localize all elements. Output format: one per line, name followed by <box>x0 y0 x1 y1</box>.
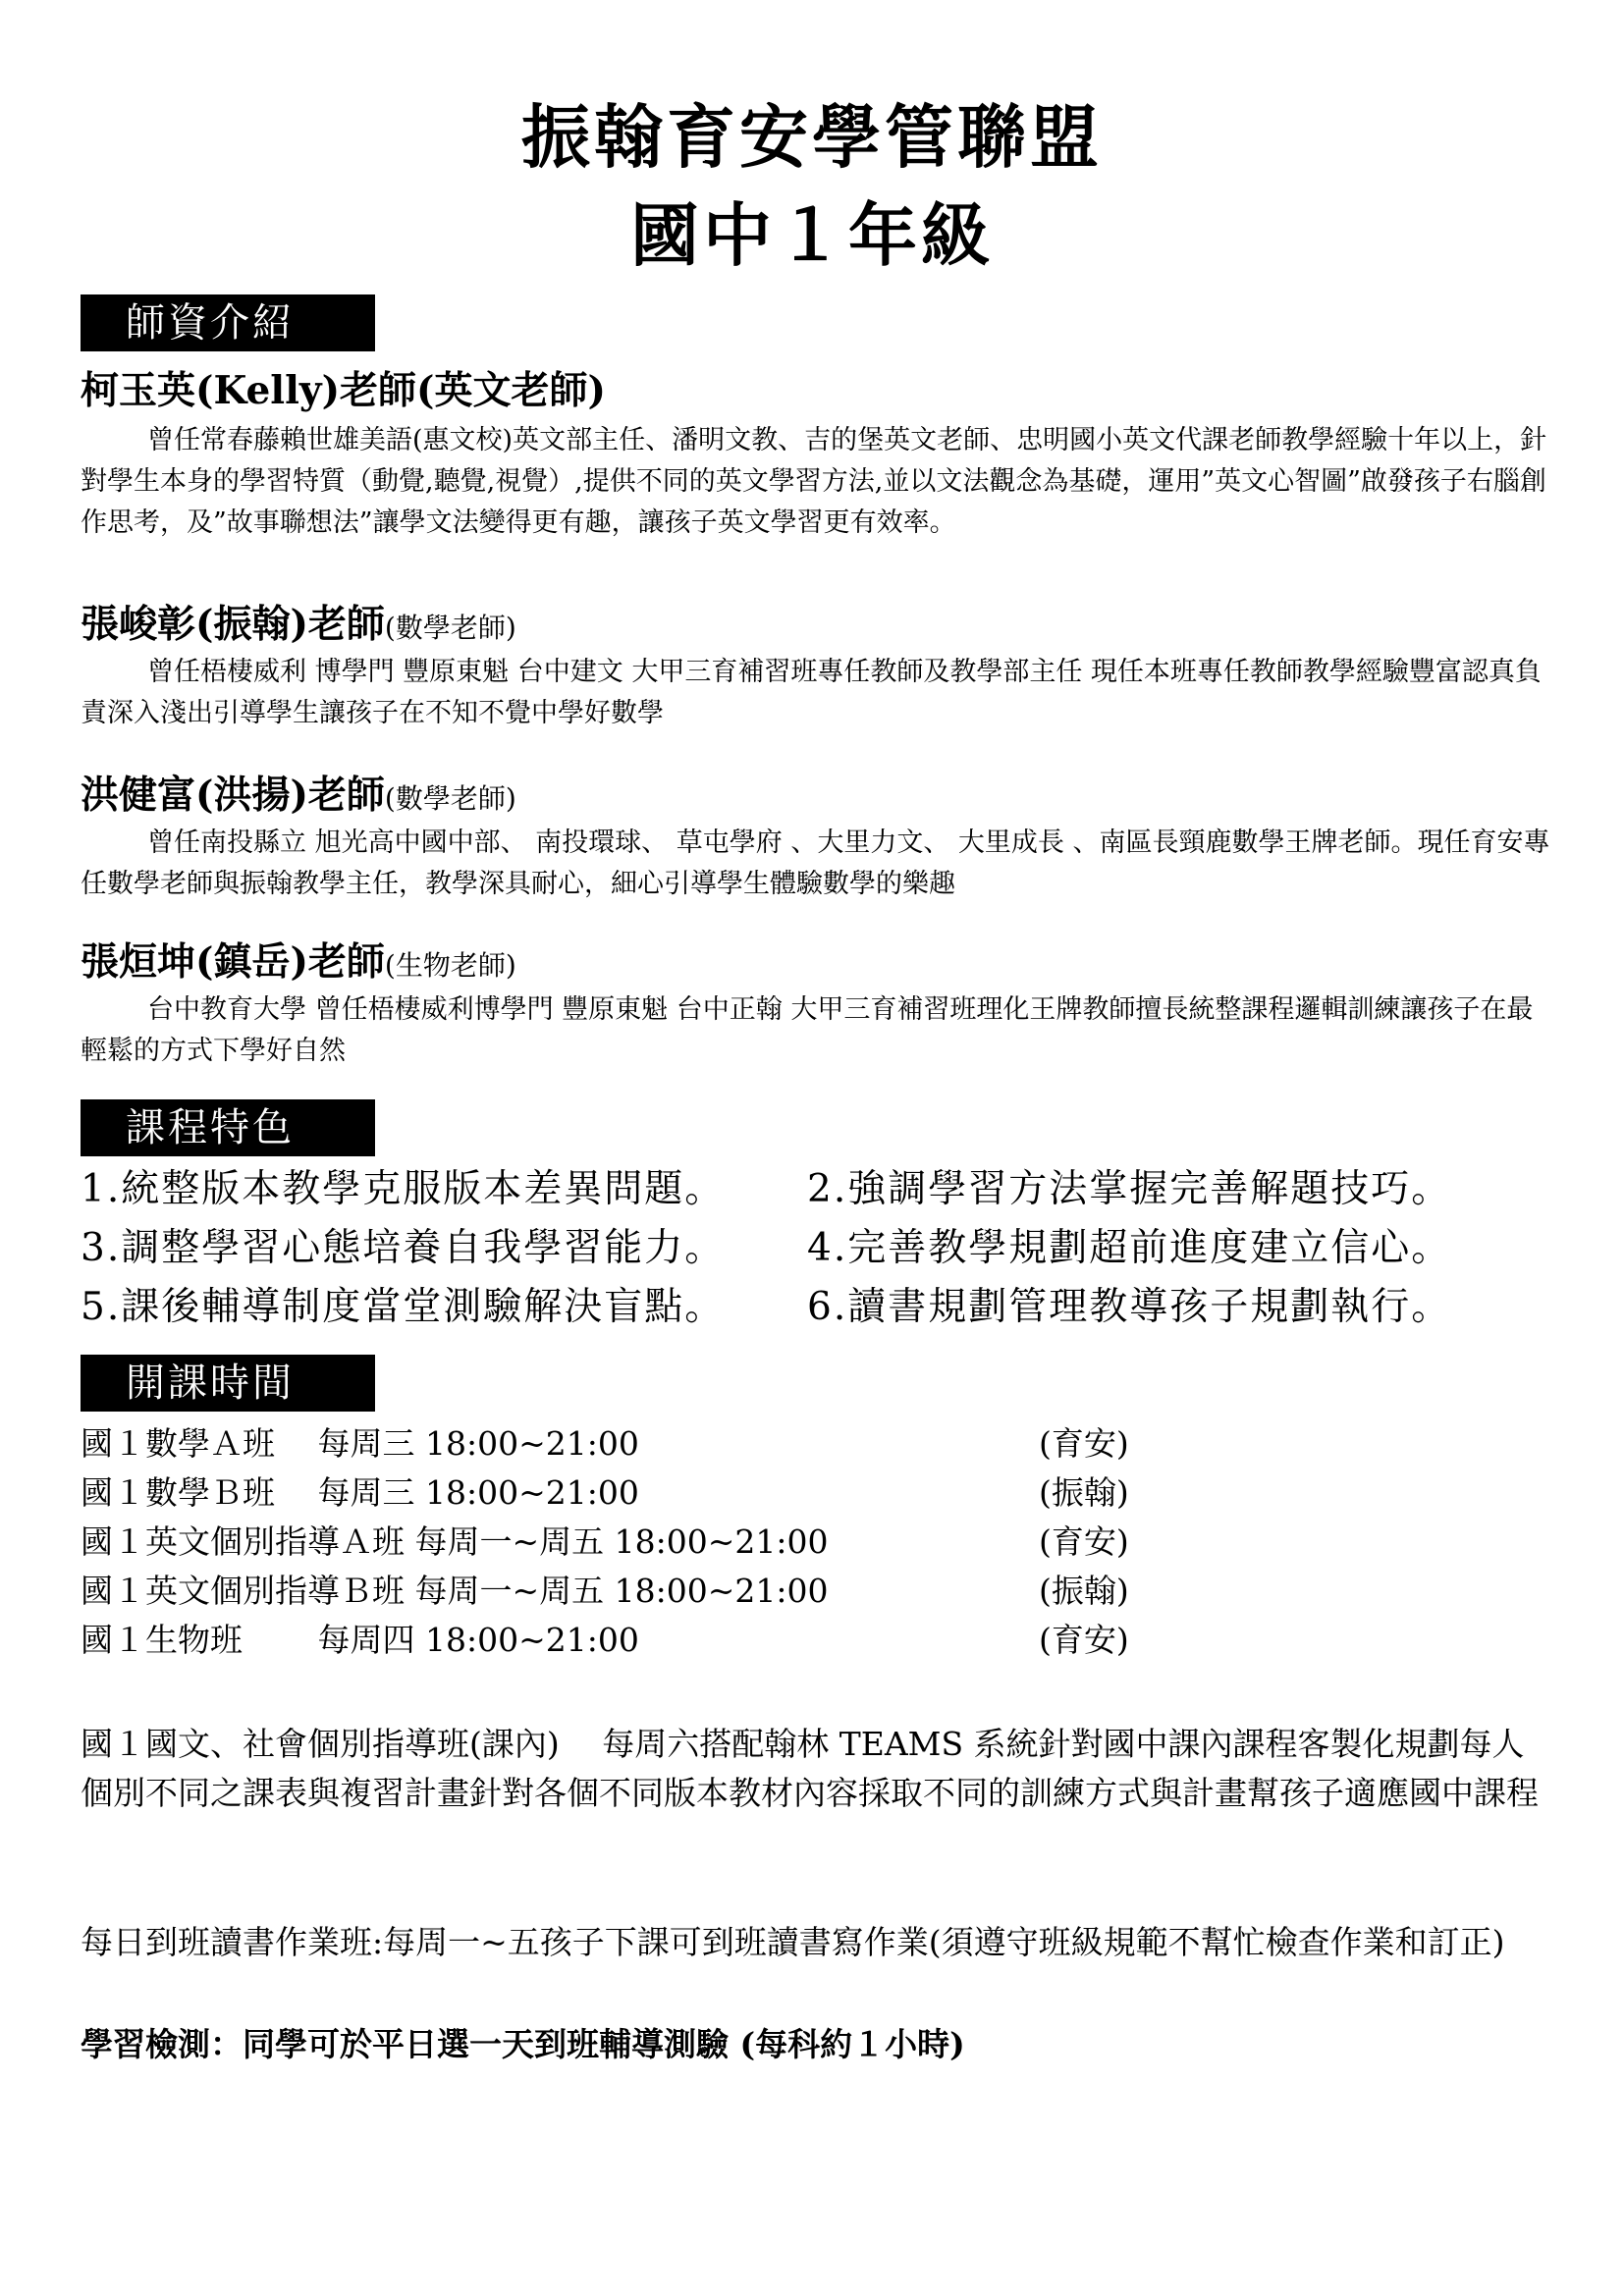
chinese-social-note: 國１國文、社會個別指導班(課內) 每周六搭配翰林 TEAMS 系統針對國中課內課程客製化規劃每人個別不同之課表與複習計畫針對各個不同版本教材內容採取不同的訓練方式與計畫幫孩子適應國中課程 <box>81 1725 1539 1812</box>
teacher-name <box>81 772 516 823</box>
schedule-row-text: 國１數學Ａ班 每周三 18:00~21:00 <box>81 1424 639 1463</box>
teacher-name <box>81 367 606 418</box>
feature-item: 5.課後輔導制度當堂測驗解決盲點。 <box>81 1285 726 1329</box>
feature-item: 6.讀書規劃管理教導孩子規劃執行。 <box>807 1285 1452 1329</box>
teacher-bio: 曾任南投縣立 旭光高中國中部、 南投環球、 草屯學府 、大里力文、 大里成長 、南區長頸鹿數學王牌老師。現任育安專任數學老師與振翰教學主任，教學深具耐心，細心引導學生體驗數學的樂趣 <box>81 828 1550 899</box>
schedule-row-location: (育安) <box>1039 1621 1129 1659</box>
section-header-teachers: 師資介紹 <box>81 294 375 351</box>
teacher-bio: 曾任常春藤賴世雄美語(惠文校)英文部主任、潘明文教、吉的堡英文老師、忠明國小英文代課老師教學經驗十年以上，針對學生本身的學習特質（動覺,聽覺,視覺）,提供不同的英文學習方法,並以文法觀念為基礎，運用”英文心智圖”啟發孩子右腦創作思考，及”故事聯想法”讓學文法變得更有趣，讓孩子英文學習更有效率。 <box>81 425 1547 538</box>
schedule-row-text: 國１英文個別指導Ｂ班 每周一~周五 18:00~21:00 <box>81 1572 829 1610</box>
schedule-row-text: 國１數學Ｂ班 每周三 18:00~21:00 <box>81 1473 639 1512</box>
section-header-features: 課程特色 <box>81 1099 375 1156</box>
teacher-subject: (數學老師) <box>384 612 516 644</box>
feature-item: 4.完善教學規劃超前進度建立信心。 <box>807 1226 1452 1270</box>
teacher-bio: 台中教育大學 曾任梧棲威利博學門 豐原東魁 台中正翰 大甲三育補習班理化王牌教師擅長統整課程邏輯訓練讓孩子在最輕鬆的方式下學好自然 <box>81 994 1534 1066</box>
homework-note: 每日到班讀書作業班:每周一~五孩子下課可到班讀書寫作業(須遵守班級規範不幫忙檢查作業和訂正) <box>81 1923 1505 1961</box>
teacher-name <box>81 938 516 989</box>
teacher-bio: 曾任梧棲威利 博學門 豐原東魁 台中建文 大甲三育補習班專任教師及教學部主任 現任本班專任教師教學經驗豐富認真負責深入淺出引導學生讓孩子在不知不覺中學好數學 <box>81 657 1542 728</box>
section-header-schedule: 開課時間 <box>81 1355 375 1412</box>
teacher-subject: (數學老師) <box>384 782 516 815</box>
page-title: 振翰育安學管聯盟 <box>521 97 1103 178</box>
teacher-name <box>81 601 516 652</box>
teacher-name-text: 張烜坤(鎮岳)老師 <box>81 939 385 985</box>
schedule-row-text: 國１生物班 每周四 18:00~21:00 <box>81 1621 639 1659</box>
feature-item: 2.強調學習方法掌握完善解題技巧。 <box>807 1167 1452 1211</box>
teacher-name-text: 張峻彰(振翰)老師 <box>81 602 385 647</box>
teacher-subject: (生物老師) <box>384 949 516 982</box>
page-subtitle: 國中１年級 <box>630 195 994 276</box>
feature-item: 3.調整學習心態培養自我學習能力。 <box>81 1226 726 1270</box>
schedule-row-location: (育安) <box>1039 1522 1129 1561</box>
learning-test-note: 學習檢測：同學可於平日選一天到班輔導測驗 (每科約１小時) <box>81 2025 965 2063</box>
schedule-row-location: (振翰) <box>1039 1473 1129 1512</box>
teacher-name-text: 柯玉英(Kelly)老師(英文老師) <box>81 368 606 413</box>
feature-item: 1.統整版本教學克服版本差異問題。 <box>81 1167 726 1211</box>
schedule-row-text: 國１英文個別指導Ａ班 每周一~周五 18:00~21:00 <box>81 1522 829 1561</box>
schedule-row-location: (振翰) <box>1039 1572 1129 1610</box>
schedule-row-location: (育安) <box>1039 1424 1129 1463</box>
teacher-name-text: 洪健富(洪揚)老師 <box>81 773 385 818</box>
